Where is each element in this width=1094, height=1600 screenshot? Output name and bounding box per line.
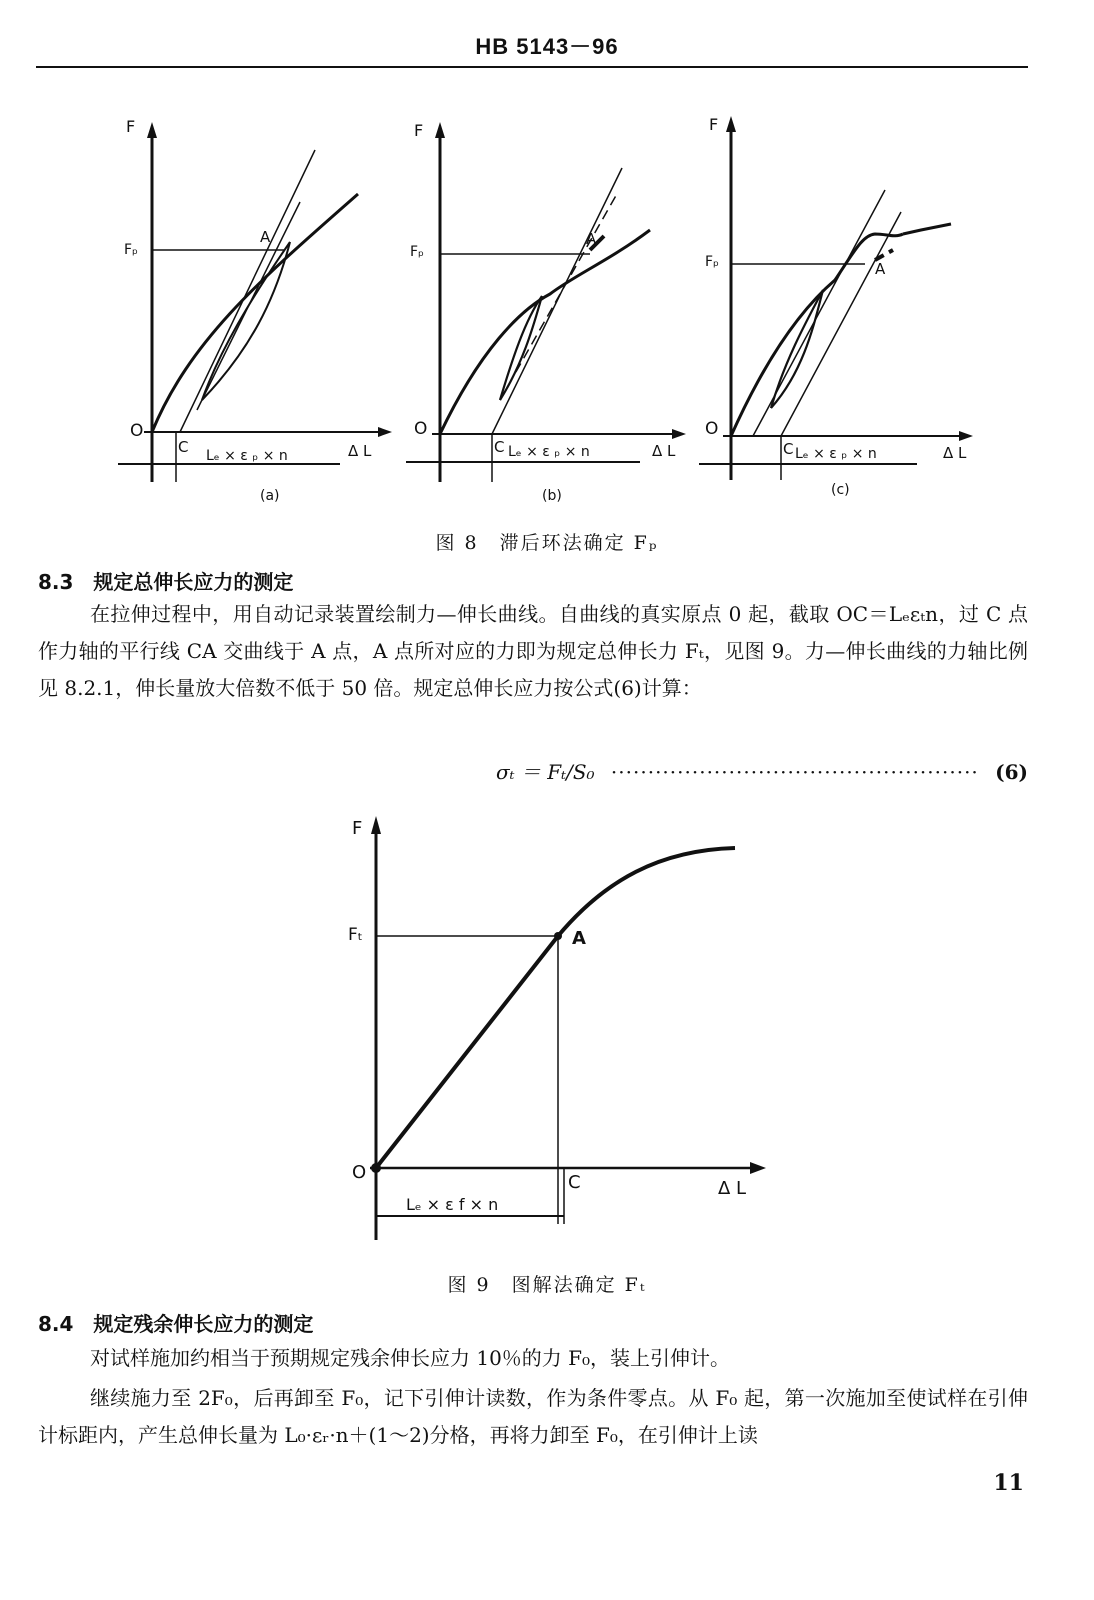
formula-expression: σₜ ＝ Fₜ/S₀ — [495, 760, 595, 784]
point-a-label: A — [572, 928, 586, 949]
section-8-4-para2: 继续施力至 2F₀，后再卸至 F₀，记下引伸计读数，作为条件零点。从 F₀ 起，第一次施加至使试样在引伸计标距内，产生总伸长量为 L₀·εᵣ·n＋(1～2)分格，再将力卸至 F₀，在引伸计上读 — [38, 1386, 1028, 1447]
section-8-3-title: 8.3 规定总伸长应力的测定 — [38, 570, 294, 594]
figure8-panel-b — [400, 110, 695, 510]
section-8-4-title: 8.4 规定残余伸长应力的测定 — [38, 1312, 314, 1336]
span-label: Lₑ × ε ₚ × n — [795, 446, 877, 462]
formula-dots: ·················································· — [610, 760, 979, 784]
axis-x-label: Δ L — [348, 442, 372, 460]
axis-x-label: Δ L — [718, 1178, 747, 1199]
span-label: Lₑ × ε f × n — [406, 1195, 499, 1214]
span-label: Lₑ × ε ₚ × n — [508, 444, 590, 460]
axis-y-label: F — [352, 818, 363, 839]
axis-y-label: F — [414, 121, 424, 140]
header-rule — [36, 66, 1028, 68]
point-c-label: C — [178, 438, 189, 456]
panel-sublabel: (a) — [260, 488, 280, 504]
point-c-label: C — [568, 1172, 581, 1193]
origin-label: O — [414, 419, 428, 439]
origin-label: O — [352, 1162, 367, 1183]
axis-y-label: F — [709, 115, 719, 134]
panel-sublabel: (c) — [831, 482, 850, 498]
figure8-panel-c — [695, 110, 995, 510]
origin-label: O — [705, 419, 719, 439]
point-a-label: A — [875, 260, 886, 278]
axis-x-label: Δ L — [652, 442, 676, 460]
figure9-chart — [340, 810, 770, 1250]
document-header: HB 5143－96 — [475, 34, 619, 59]
figure8-caption: 图 8 滞后环法确定 Fₚ — [435, 532, 659, 554]
formula-number: (6) — [995, 760, 1028, 784]
axis-y-label: F — [126, 117, 136, 136]
force-label: Fₚ — [705, 254, 720, 270]
force-label: Fₚ — [410, 244, 425, 260]
section-8-4-para1: 对试样施加约相当于预期规定残余伸长应力 10％的力 F₀，装上引伸计。 — [90, 1346, 731, 1370]
span-label: Lₑ × ε ₚ × n — [206, 448, 288, 464]
point-c-label: C — [783, 440, 794, 458]
panel-sublabel: (b) — [542, 488, 562, 504]
point-c-label: C — [494, 438, 505, 456]
origin-label: O — [130, 421, 144, 441]
figure9-caption: 图 9 图解法确定 Fₜ — [447, 1274, 647, 1296]
force-label: Fₜ — [348, 925, 363, 945]
axis-x-label: Δ L — [943, 444, 967, 462]
formula-6 — [496, 756, 1028, 785]
force-label: Fₚ — [124, 242, 139, 258]
section-8-3-paragraph: 在拉伸过程中，用自动记录装置绘制力—伸长曲线。自曲线的真实原点 0 起，截取 OC＝Lₑεₜn，过 C 点作力轴的平行线 CA 交曲线于 A 点，A 点所对应的力即为规定总伸长力 Fₜ，见图 9。力—伸长曲线的力轴比例见 8.2.1，伸长量放大倍数不低于 50 倍。规定总伸长应力按公式(6)计算： — [38, 602, 1028, 700]
page-number: 11 — [993, 1470, 1024, 1496]
point-a-label: A — [260, 228, 271, 246]
point-a-label: A — [586, 230, 597, 248]
figure8-panel-a — [110, 110, 400, 510]
